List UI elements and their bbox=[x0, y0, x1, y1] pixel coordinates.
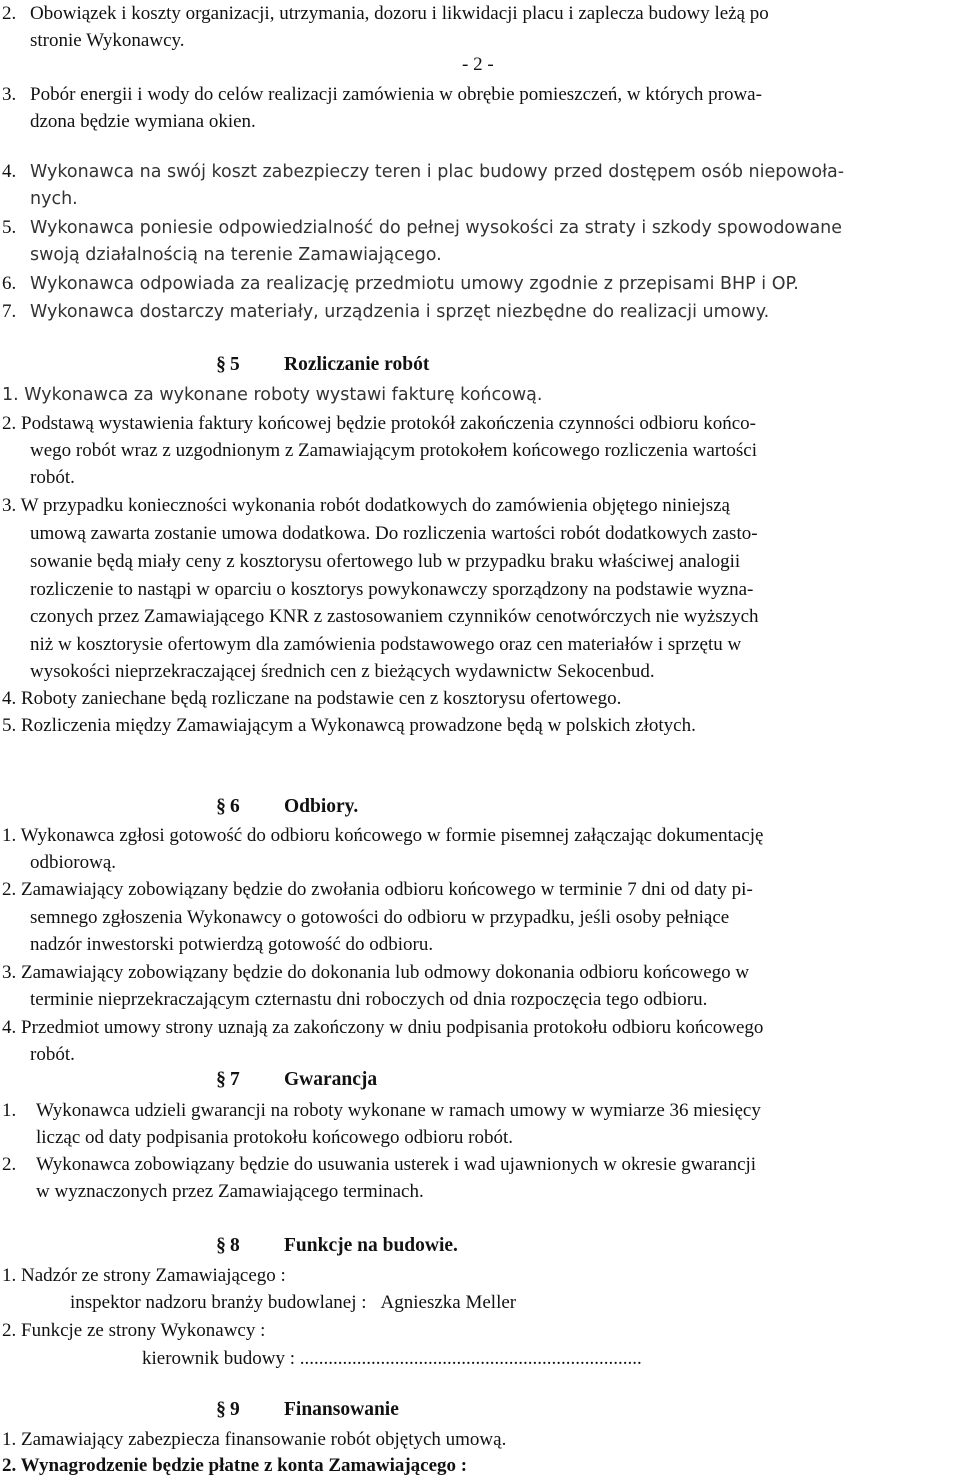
s5-item-3-cont: rozliczenie to nastąpi w oparciu o kosztorys powykonawczy sporządzony na podstawie wyzna- bbox=[30, 579, 754, 600]
section-heading-8: § 8 Funkcje na budowie. bbox=[214, 1235, 458, 1257]
s5-item-2-cont: wego robót wraz z uzgodnionym z Zamawiającym protokołem końcowego rozliczenia wartości bbox=[30, 440, 758, 461]
clause-item-5: 5. Wykonawca poniesie odpowiedzialność do pełnej wysokości za straty i szkody spowodowane bbox=[2, 217, 843, 238]
s5-item-5: 5. Rozliczenia między Zamawiającym a Wykonawcą prowadzone będą w polskich złotych. bbox=[2, 715, 696, 736]
section-heading-7: § 7 Gwarancja bbox=[214, 1069, 377, 1091]
s8-item-2: 2. Funkcje ze strony Wykonawcy : bbox=[2, 1320, 266, 1341]
inspector-line bbox=[70, 1289, 950, 1317]
s7-item-2: 2. Wykonawca zobowiązany będzie do usuwania usterek i wad ujawnionych w okresie gwarancji bbox=[2, 1154, 757, 1175]
s7-item-2-cont: w wyznaczonych przez Zamawiającego terminach. bbox=[36, 1181, 424, 1202]
s5-item-2-cont: robót. bbox=[30, 467, 75, 488]
s6-item-4: 4. Przedmiot umowy strony uznają za zakończony w dniu podpisania protokołu odbioru końcowego bbox=[2, 1017, 764, 1038]
page-number: - 2 - bbox=[462, 54, 494, 75]
s9-item-2: 2. Wynagrodzenie będzie płatne z konta Zamawiającego : bbox=[2, 1455, 468, 1476]
clause-item-3: 3. Pobór energii i wody do celów realizacji zamówienia w obrębie pomieszczeń, w których prowa- bbox=[2, 84, 762, 105]
inspector-name: Agnieszka Meller bbox=[380, 1292, 517, 1313]
s6-item-2-cont: nadzór inwestorski potwierdzą gotowość do odbioru. bbox=[30, 934, 434, 955]
manager-line: kierownik budowy : ........................................................................ bbox=[142, 1348, 642, 1369]
clause-item-2-cont: stronie Wykonawcy. bbox=[30, 30, 185, 51]
s7-item-1: 1. Wykonawca udzieli gwarancji na roboty wykonane w ramach umowy w wymiarze 36 miesięcy bbox=[2, 1100, 761, 1121]
s5-item-2: 2. Podstawą wystawienia faktury końcowej będzie protokół zakończenia czynności odbioru końco- bbox=[2, 413, 756, 434]
clause-item-6: 6. Wykonawca odpowiada za realizację przedmiotu umowy zgodnie z przepisami BHP i OP. bbox=[2, 273, 799, 294]
s6-item-1-cont: odbiorową. bbox=[30, 852, 117, 873]
s6-item-4-cont: robót. bbox=[30, 1044, 75, 1065]
s5-item-3-cont: czonych przez Zamawiającego KNR z zastosowaniem czynników cenotwórczych nie wyższych bbox=[30, 606, 759, 627]
section-sign-icon: § bbox=[216, 1069, 226, 1090]
section-sign-icon: § bbox=[216, 1399, 226, 1420]
s5-item-3-cont: niż w kosztorysie ofertowym dla zamówienia podstawowego oraz cen materiałów i sprzętu w bbox=[30, 634, 742, 655]
s5-item-1: 1. Wykonawca za wykonane roboty wystawi fakturę końcową. bbox=[2, 385, 543, 405]
s5-item-3-cont: sowanie będą miały ceny z kosztorysu ofertowego lub w przypadku braku właściwej analogii bbox=[30, 551, 741, 572]
s5-item-3-cont: wysokości nieprzekraczającej średnich cen z bieżących wydawnictw Sekocenbud. bbox=[30, 661, 655, 682]
s5-item-3: 3. W przypadku konieczności wykonania robót dodatkowych do zamówienia objętego niniejszą bbox=[2, 495, 730, 516]
clause-item-5-cont: swoją działalnością na terenie Zamawiającego. bbox=[30, 245, 442, 265]
s9-item-1: 1. Zamawiający zabezpiecza finansowanie robót objętych umową. bbox=[2, 1429, 507, 1450]
clause-item-7: 7. Wykonawca dostarczy materiały, urządzenia i sprzęt niezbędne do realizacji umowy. bbox=[2, 301, 770, 322]
section-heading-9: § 9 Finansowanie bbox=[214, 1399, 399, 1421]
s7-item-1-cont: licząc od daty podpisania protokołu końcowego odbioru robót. bbox=[36, 1127, 514, 1148]
section-sign-icon: § bbox=[216, 354, 226, 375]
s6-item-3: 3. Zamawiający zobowiązany będzie do dokonania lub odmowy dokonania odbioru końcowego w bbox=[2, 962, 750, 983]
section-sign-icon: § bbox=[216, 1235, 226, 1256]
clause-item-3-cont: dzona będzie wymiana okien. bbox=[30, 111, 256, 132]
section-sign-icon: § bbox=[216, 796, 226, 817]
s6-item-1: 1. Wykonawca zgłosi gotowość do odbioru końcowego w formie pisemnej załączając dokumentację bbox=[2, 825, 764, 846]
clause-item-4: 4. Wykonawca na swój koszt zabezpieczy teren i plac budowy przed dostępem osób niepowoła- bbox=[2, 161, 845, 182]
section-heading-5: § 5 Rozliczanie robót bbox=[214, 354, 429, 376]
section-heading-6: § 6 Odbiory. bbox=[214, 796, 358, 818]
s6-item-3-cont: terminie nieprzekraczającym czternastu dni roboczych od dnia rozpoczęcia tego odbioru. bbox=[30, 989, 708, 1010]
clause-item-4-cont: nych. bbox=[30, 189, 78, 209]
s6-item-2-cont: semnego zgłoszenia Wykonawcy o gotowości do odbioru w przypadku, jeśli osoby pełniące bbox=[30, 907, 730, 928]
s6-item-2: 2. Zamawiający zobowiązany będzie do zwołania odbioru końcowego w terminie 7 dni od daty pi- bbox=[2, 879, 753, 900]
s8-item-1: 1. Nadzór ze strony Zamawiającego : bbox=[2, 1265, 286, 1286]
clause-item-2: 2. Obowiązek i koszty organizacji, utrzymania, dozoru i likwidacji placu i zaplecza budowy leżą po bbox=[2, 3, 769, 24]
s5-item-4: 4. Roboty zaniechane będą rozliczane na podstawie cen z kosztorysu ofertowego. bbox=[2, 688, 622, 709]
inspector-label: inspektor nadzoru branży budowlanej : bbox=[70, 1292, 367, 1313]
s5-item-3-cont: umową zawarta zostanie umowa dodatkowa. Do rozliczenia wartości robót dodatkowych zasto- bbox=[30, 523, 758, 544]
